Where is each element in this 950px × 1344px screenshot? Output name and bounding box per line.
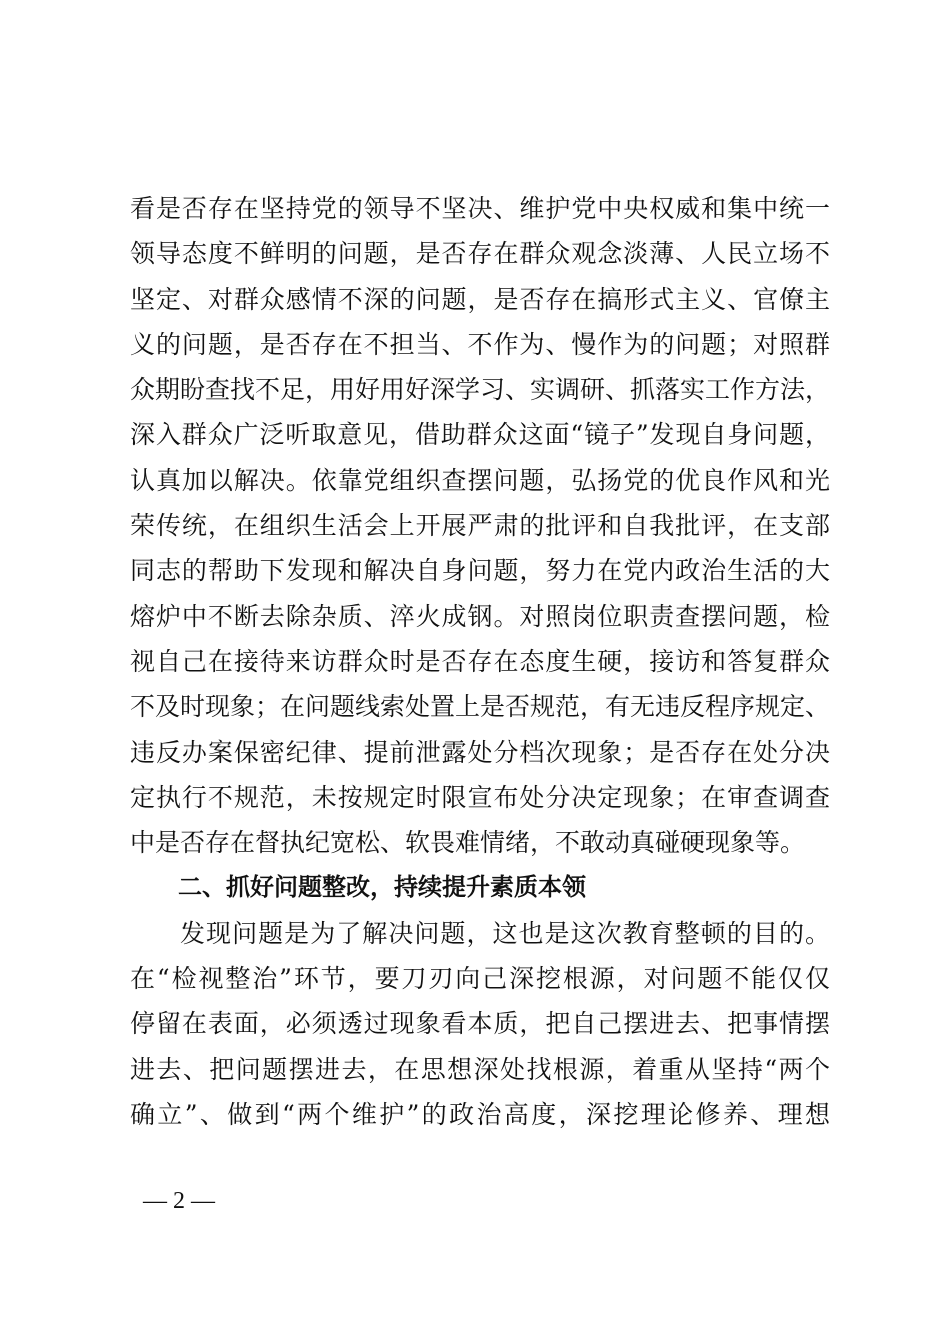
text-line: 坚定、对群众感情不深的问题，是否存在搞形式主义、官僚主 (130, 284, 830, 314)
text-line: 同志的帮助下发现和解决自身问题，努力在党内政治生活的大 (130, 556, 830, 586)
text-line: 熔炉中不断去除杂质、淬火成钢。对照岗位职责查摆问题，检 (130, 601, 830, 631)
text-line: 违反办案保密纪律、提前泄露处分档次现象；是否存在处分决 (130, 737, 830, 767)
paragraph (130, 911, 830, 1137)
text-line: 荣传统，在组织生活会上开展严肃的批评和自我批评，在支部 (130, 511, 830, 541)
text-line: 视自己在接待来访群众时是否存在态度生硬，接访和答复群众 (130, 646, 830, 676)
text-line: 领导态度不鲜明的问题，是否存在群众观念淡薄、人民立场不 (130, 239, 830, 269)
text-line: 在“检视整治”环节，要刀刃向己深挖根源，对问题不能仅仅 (130, 964, 830, 994)
text-line: 停留在表面，必须透过现象看本质，把自己摆进去、把事情摆 (130, 1009, 830, 1039)
text-line: 深入群众广泛听取意见，借助群众这面“镜子”发现自身问题， (130, 420, 830, 450)
text-line: 定执行不规范，未按规定时限宣布处分决定现象；在审查调查 (130, 782, 830, 812)
text-line: 义的问题，是否存在不担当、不作为、慢作为的问题；对照群 (130, 329, 830, 359)
text-line: 中是否存在督执纪宽松、软畏难情绪，不敢动真碰硬现象等。 (130, 828, 806, 858)
text-line: 认真加以解决。依靠党组织查摆问题，弘扬党的优良作风和光 (130, 465, 830, 495)
body-text (130, 186, 830, 1137)
section-heading: 二、抓好问题整改，持续提升素质本领 (178, 873, 586, 902)
paragraph (130, 186, 830, 865)
text-line: 确立”、做到“两个维护”的政治高度，深挖理论修养、理想 (130, 1099, 830, 1129)
text-line: 看是否存在坚持党的领导不坚决、维护党中央权威和集中统一 (130, 194, 830, 223)
text-line: 发现问题是为了解决问题，这也是这次教育整顿的目的。 (180, 918, 830, 948)
text-line: 众期盼查找不足，用好用好深学习、实调研、抓落实工作方法， (130, 375, 831, 405)
page-number: — 2 — (143, 1188, 215, 1214)
text-line: 进去、把问题摆进去，在思想深处找根源，着重从坚持“两个 (130, 1054, 830, 1084)
text-line: 不及时现象；在问题线索处置上是否规范，有无违反程序规定、 (130, 692, 831, 722)
